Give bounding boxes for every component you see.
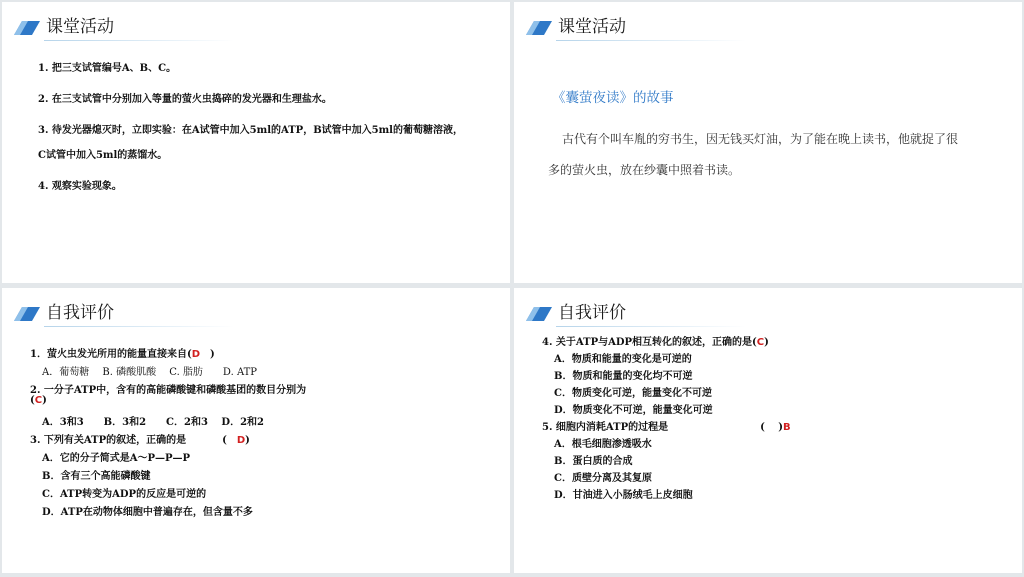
slide-class-activity-story [514, 2, 1022, 283]
question-4 [542, 333, 769, 348]
slide-header [14, 16, 254, 40]
paren: ( ) [760, 422, 784, 433]
question-text-5: 5. 细胞内消耗ATP的过程是 [542, 422, 669, 433]
question-5-option-c: C．质壁分离及其复原 [554, 473, 652, 484]
paren-open: ( [222, 435, 227, 446]
slide-header [14, 302, 254, 326]
parallelogram-icon [14, 307, 40, 321]
question-text: 4. 关于ATP与ADP相互转化的叙述，正确的是( [542, 337, 757, 348]
question-5-option-b: B．蛋白质的合成 [554, 456, 633, 467]
answer-mark: D [191, 349, 201, 360]
question-5-option-d: D．甘油进入小肠绒毛上皮细胞 [554, 490, 693, 501]
slide-self-assessment-2 [514, 288, 1022, 573]
title-underline [556, 326, 746, 327]
parallelogram-icon [14, 21, 40, 35]
slide-header [526, 302, 766, 326]
slide-title: 课堂活动 [46, 17, 114, 37]
story-title: 《囊萤夜读》的故事 [552, 90, 674, 106]
question-4-option-a: A．物质和能量的变化是可逆的 [554, 354, 692, 365]
story-line-1: 古代有个叫车胤的穷书生，因无钱买灯油，为了能在晚上读书，他就捉了很 [562, 132, 959, 146]
slide-class-activity-steps [2, 2, 510, 283]
paren-close: ) [245, 435, 250, 446]
question-3-option-a: A．它的分子简式是A～P—P—P [42, 453, 191, 464]
paren-close: ) [764, 337, 769, 348]
story-line-2: 多的萤火虫，放在纱囊中照着书读。 [548, 163, 741, 177]
step-1: 1. 把三支试管编号A、B、C。 [38, 63, 177, 74]
answer-mark: C [756, 337, 765, 348]
step-3-cont: C试管中加入5ml的蒸馏水。 [38, 150, 168, 161]
paren-close: ) [42, 395, 47, 406]
question-3 [30, 431, 250, 446]
answer-mark: D [236, 435, 246, 446]
question-1 [30, 345, 215, 360]
question-3-option-d: D．ATP在动物体细胞中普遍存在，但含量不多 [42, 507, 253, 518]
paren-close: ) [210, 349, 215, 360]
title-underline [44, 326, 234, 327]
answer-mark: C [34, 395, 43, 406]
question-4-option-d: D．物质变化不可逆，能量变化可逆 [554, 405, 713, 416]
slide-self-assessment-1 [2, 288, 510, 573]
question-3-option-c: C．ATP转变为ADP的反应是可逆的 [42, 489, 207, 500]
question-3-option-b: B．含有三个高能磷酸键 [42, 471, 151, 482]
step-2: 2. 在三支试管中分别加入等量的萤火虫捣碎的发光器和生理盐水。 [38, 94, 332, 105]
slide-title: 课堂活动 [558, 17, 626, 37]
parallelogram-icon [526, 307, 552, 321]
question-4-option-c: C．物质变化可逆，能量变化不可逆 [554, 388, 712, 399]
parallelogram-icon [526, 21, 552, 35]
question-text: 1．萤火虫发光所用的能量直接来自( [30, 349, 192, 360]
title-underline [44, 40, 234, 41]
question-5 [542, 418, 791, 433]
answer-mark: B [783, 422, 791, 433]
question-2-options: A．3和3 B．3和2 C．2和3 D．2和2 [42, 417, 264, 428]
question-text: 3. 下列有关ATP的叙述，正确的是 [30, 435, 187, 446]
step-4: 4. 观察实验现象。 [38, 181, 122, 192]
slide-title: 自我评价 [46, 303, 114, 323]
step-3: 3. 待发光器熄灭时，立即实验：在A试管中加入5ml的ATP，B试管中加入5ml的葡萄糖溶液， [38, 125, 463, 136]
question-2-answer-line [30, 395, 47, 406]
question-4-option-b: B．物质和能量的变化均不可逆 [554, 371, 693, 382]
question-2: 2. 一分子ATP中，含有的高能磷酸键和磷酸基团的数目分别为 [30, 385, 307, 396]
question-1-options: A．葡萄糖 B. 磷酸肌酸 C. 脂肪 D. ATP [42, 367, 258, 378]
question-5-option-a: A．根毛细胞渗透吸水 [554, 439, 652, 450]
slide-header [526, 16, 766, 40]
title-underline [556, 40, 746, 41]
slide-title: 自我评价 [558, 303, 626, 323]
paren-open: ( [30, 395, 35, 406]
